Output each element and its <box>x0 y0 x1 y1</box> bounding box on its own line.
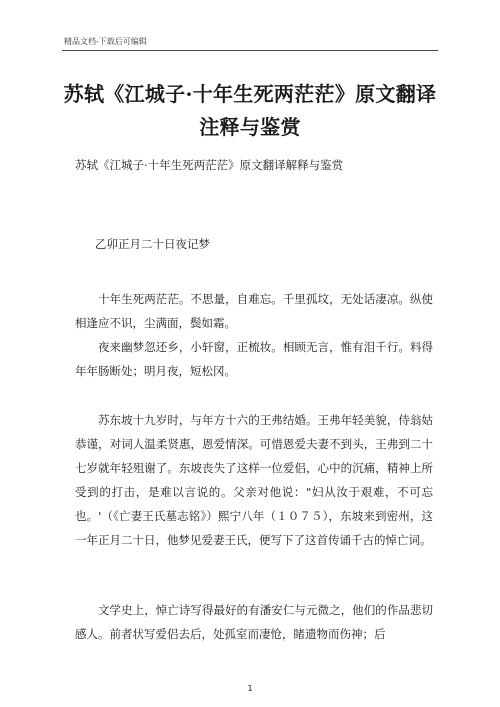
poem-stanza-1: 十年生死两茫茫。不思量，自难忘。千里孤坟，无处话凄凉。纵使相逢应不识，尘满面，鬓如霜。 <box>75 292 433 330</box>
commentary-paragraph: 苏东坡十九岁时，与年方十六的王弗结婚。王弗年轻美貌，侍翁姑恭谨，对词人温柔贤惠，恩爱情深。可惜恩爱夫妻不到头，王弗到二十七岁就年轻殂谢了。东坡丧失了这样一位爱侣，心中的沉痛，精神上所受到的打击，是难以言说的。父亲对他说："妇从汝于艰难，不可忘也。'（《亡妻王氏墓志铭》）熙宁八年（１０７５），东坡来到密州，这一年正月二十日，他梦见爱妻王氏，便写下了这首传诵千古的悼亡词。 <box>75 413 433 547</box>
poem-stanza-2: 夜来幽梦忽还乡，小轩窗，正梳妆。相顾无言，惟有泪千行。料得年年肠断处；明月夜，短松冈。 <box>75 340 433 378</box>
commentary-paragraph: 文学史上，悼亡诗写得最好的有潘安仁与元微之，他们的作品悲切感人。前者状写爱侣去后，处孤室而凄怆，睹遗物而伤神；后 <box>75 603 433 641</box>
document-title: 苏轼《江城子·十年生死两茫茫》原文翻译注释与鉴赏 <box>63 82 437 139</box>
document-subtitle: 苏轼《江城子·十年生死两茫茫》原文翻译解释与鉴赏 <box>75 158 344 172</box>
page-number: 1 <box>247 684 253 693</box>
page-header: 精品文档-下载后可编辑 <box>64 37 147 46</box>
poem-preface: 乙卯正月二十日夜记梦 <box>95 237 210 251</box>
header-divider <box>62 50 438 51</box>
